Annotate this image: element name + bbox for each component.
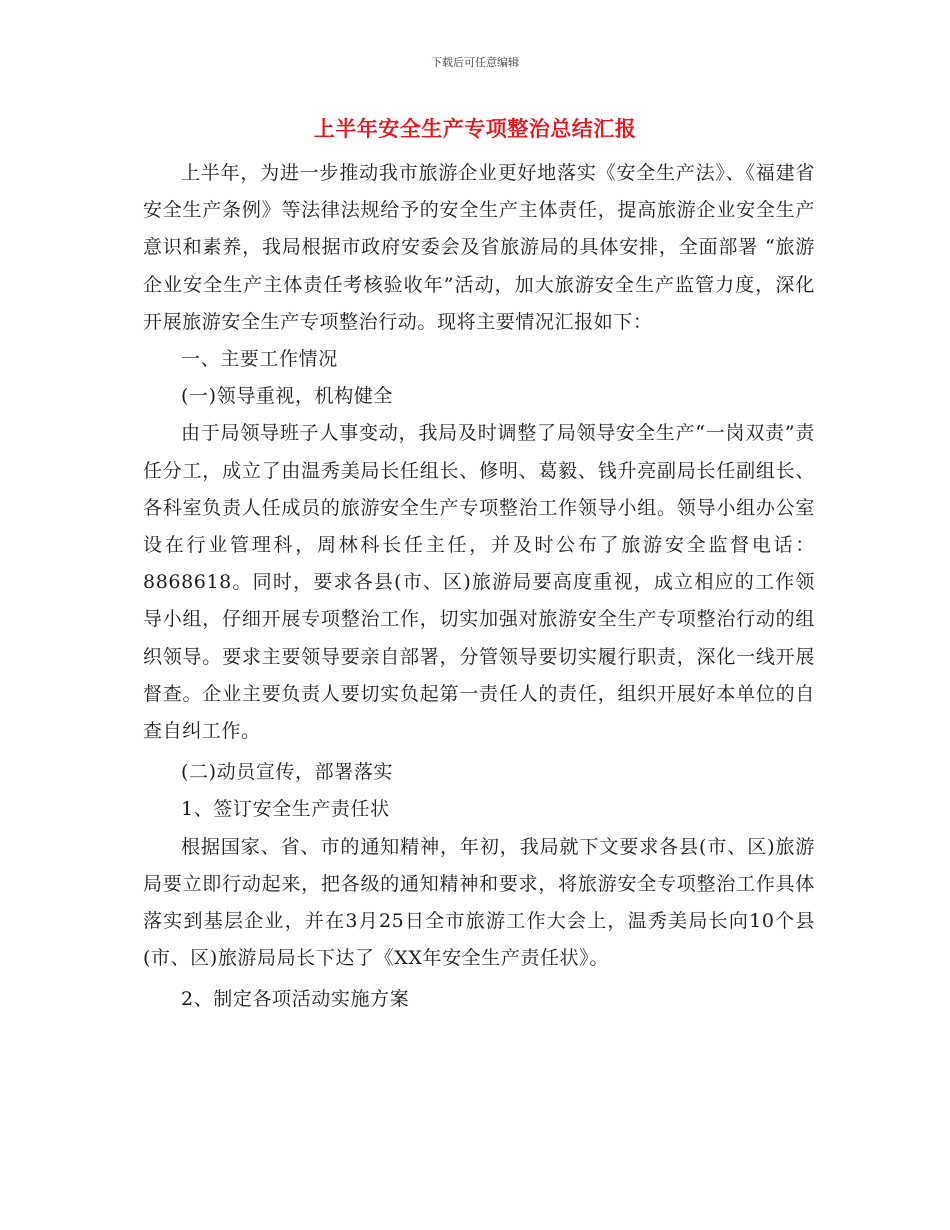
item-heading-2: 2、制定各项活动实施方案 (181, 988, 410, 1011)
section-heading-1: 一、主要工作情况 (181, 348, 338, 371)
item-heading-1: 1、签订安全生产责任状 (181, 798, 390, 821)
document-title: 上半年安全生产专项整治总结汇报 (313, 117, 637, 141)
subsection-heading-1: (一)领导重视，机构健全 (181, 385, 394, 408)
paragraph-intro: 上半年，为进一步推动我市旅游企业更好地落实《安全生产法》、《福建省安全生产条例》等法律法规给予的安全生产主体责任，提高旅游企业安全生产意识和素养，我局根据市政府安委会及省旅游局的具体安排，全面部署 “旅游企业安全生产主体责任考核验收年”活动，加大旅游安全生产监管力度，深化开展旅游安全生产专项整治行动。现将主要情况汇报如下： (143, 162, 815, 333)
paragraph-responsibility: 根据国家、省、市的通知精神，年初，我局就下文要求各县(市、区)旅游局要立即行动起来，把各级的通知精神和要求，将旅游安全专项整治工作具体落实到基层企业，并在3月25日全市旅游工作大会上，温秀美局长向10个县(市、区)旅游局局长下达了《XX年安全生产责任状》。 (143, 835, 815, 970)
subsection-heading-2: (二)动员宣传，部署落实 (181, 761, 394, 784)
document-body (143, 155, 815, 1019)
paragraph-leadership: 由于局领导班子人事变动，我局及时调整了局领导安全生产“一岗双责”责任分工，成立了由温秀美局长任组长、修明、葛毅、钱升亮副局长任副组长、各科室负责人任成员的旅游安全生产专项整治工作领导小组。领导小组办公室设在行业管理科，周林科长任主任，并及时公布了旅游安全监督电话：8868618。同时，要求各县(市、区)旅游局要高度重视，成立相应的工作领导小组，仔细开展专项整治工作，切实加强对旅游安全生产专项整治行动的组织领导。要求主要领导要亲自部署，分管领导要切实履行职责，深化一线开展督查。企业主要负责人要切实负起第一责任人的责任，组织开展好本单位的自查自纠工作。 (143, 422, 815, 743)
header-note: 下载后可任意编辑 (431, 56, 519, 69)
